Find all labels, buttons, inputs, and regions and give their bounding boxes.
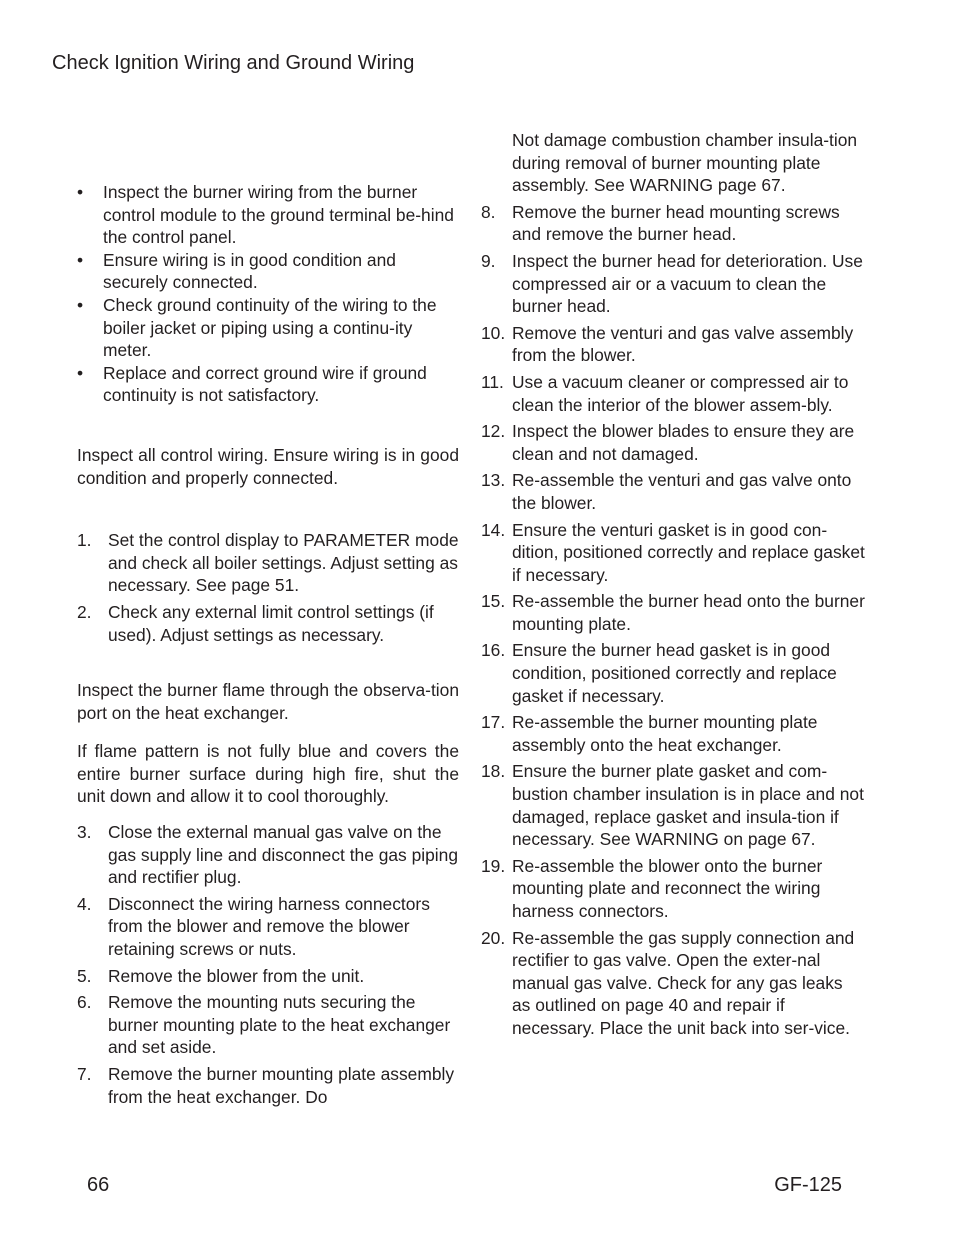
list-item	[77, 529, 459, 597]
step-number: 5.	[77, 965, 92, 986]
step-text: Disconnect the wiring harness connectors from the blower and remove the blower retaining screws or nuts.	[108, 893, 430, 960]
list-item	[77, 294, 459, 362]
step-text: Re-assemble the venturi and gas valve onto the blower.	[512, 470, 852, 513]
step-text: Use a vacuum cleaner or compressed air to clean the interior of the blower assem-bly.	[512, 371, 849, 415]
list-item-text: Inspect the burner wiring from the burner control module to the ground terminal be-hind the control panel.	[103, 182, 454, 248]
list-item	[481, 855, 865, 923]
list-item	[77, 249, 459, 294]
step-text: Remove the burner mounting plate assembly from the heat exchanger. Do	[108, 1064, 455, 1107]
step-text: Remove the mounting nuts securing the burner mounting plate to the heat exchanger and set aside.	[108, 992, 451, 1058]
step-text: Ensure the burner plate gasket and com-bustion chamber insulation is in place and not damaged, replace gasket and insula-tion if necessary. See WARNING on page 67.	[512, 761, 864, 850]
model-number: GF-125	[774, 1174, 842, 1196]
step-text: Re-assemble the burner head onto the burner mounting plate.	[512, 591, 865, 634]
step-text: Remove the blower from the unit.	[108, 965, 365, 986]
list-item	[77, 965, 459, 988]
list-item	[77, 893, 459, 961]
list-item	[481, 927, 865, 1040]
flame-paragraph-1: Inspect the burner flame through the observa-tion port on the heat exchanger.	[77, 680, 459, 723]
step-number: 6.	[77, 992, 92, 1013]
step-number: 17.	[481, 712, 506, 733]
step-continuation: Not damage combustion chamber insula-tion during removal of burner mounting plate assembly. See WARNING page 67.	[512, 130, 858, 196]
list-item	[481, 322, 865, 367]
bullet-mark: •	[77, 294, 84, 315]
list-item	[481, 469, 865, 514]
step-number: 8.	[481, 201, 496, 222]
list-item	[77, 601, 459, 646]
step-text: Inspect the burner head for deterioration. Use compressed air or a vacuum to clean the burner head.	[512, 250, 863, 317]
step-text: Check any external limit control settings (if used). Adjust settings as necessary.	[108, 601, 434, 645]
flame-paragraph-2: If flame pattern is not fully blue and covers the entire burner surface during high fire, shut the unit down and allow it to cool thoroughly.	[77, 741, 459, 807]
list-item	[481, 711, 865, 756]
list-item	[77, 362, 459, 407]
step-number: 16.	[481, 640, 506, 661]
burner-step-list-continued	[481, 201, 865, 1040]
step-number: 2.	[77, 601, 92, 622]
list-item	[481, 371, 865, 416]
step-number: 10.	[481, 322, 506, 343]
settings-step-list	[77, 529, 459, 646]
step-text: Inspect the blower blades to ensure they are clean and not damaged.	[512, 421, 855, 464]
list-item	[77, 821, 459, 889]
step-text: Set the control display to PARAMETER mode and check all boiler settings. Adjust setting as necessary. See page 51.	[108, 530, 459, 596]
list-item	[481, 760, 865, 850]
step-text: Remove the venturi and gas valve assembly from the blower.	[512, 322, 854, 366]
step-text: Re-assemble the blower onto the burner mounting plate and reconnect the wiring harness connectors.	[512, 855, 823, 921]
step-number: 9.	[481, 250, 496, 271]
step-text: Re-assemble the gas supply connection and rectifier to gas valve. Open the exter-nal manual gas valve. Check for any gas leaks as outlined on page 40 and repair if necessary. Place the unit back into ser-vice.	[512, 927, 855, 1038]
bullet-mark: •	[77, 362, 84, 383]
left-column	[77, 181, 459, 1112]
burner-step-list	[77, 821, 459, 1108]
step-text: Ensure the venturi gasket is in good con-dition, positioned correctly and replace gasket if necessary.	[512, 519, 865, 585]
step-text: Re-assemble the burner mounting plate assembly onto the heat exchanger.	[512, 712, 818, 755]
list-item	[77, 181, 459, 249]
list-item-text: Check ground continuity of the wiring to the boiler jacket or piping using a continu-ity meter.	[103, 294, 437, 361]
bullet-mark: •	[77, 182, 84, 202]
step-number: 13.	[481, 470, 506, 491]
step-text: Ensure the burner head gasket is in good condition, positioned correctly and replace gasket if necessary.	[512, 640, 837, 706]
list-item	[481, 639, 865, 707]
page-number: 66	[87, 1174, 110, 1196]
step-number: 12.	[481, 421, 506, 442]
list-item	[77, 1063, 459, 1108]
right-column	[481, 129, 865, 1044]
step-number: 18.	[481, 761, 506, 782]
list-item-text: Replace and correct ground wire if ground continuity is not satisfactory.	[103, 362, 427, 406]
step-number: 20.	[481, 927, 506, 948]
step-text: Remove the burner head mounting screws and remove the burner head.	[512, 201, 840, 245]
list-item	[481, 519, 865, 587]
control-wiring-paragraph: Inspect all control wiring. Ensure wiring is in good condition and properly connected.	[77, 444, 459, 488]
list-item-text: Ensure wiring is in good condition and securely connected.	[103, 249, 396, 293]
step-number: 15.	[481, 591, 506, 612]
wiring-bullet-list	[77, 181, 459, 407]
step-number: 14.	[481, 519, 506, 540]
step-number: 11.	[481, 371, 504, 392]
list-item	[77, 991, 459, 1059]
section-title: Check Ignition Wiring and Ground Wiring	[52, 52, 415, 74]
step-number: 4.	[77, 893, 92, 914]
step-number: 7.	[77, 1064, 92, 1084]
list-item	[481, 250, 865, 318]
list-item	[481, 201, 865, 246]
step-number: 1.	[77, 530, 92, 551]
bullet-mark: •	[77, 249, 84, 270]
step-number: 19.	[481, 855, 506, 876]
list-item	[481, 420, 865, 465]
list-item	[481, 590, 865, 635]
step-number: 3.	[77, 822, 92, 843]
step-text: Close the external manual gas valve on the gas supply line and disconnect the gas piping and rectifier plug.	[108, 822, 458, 888]
